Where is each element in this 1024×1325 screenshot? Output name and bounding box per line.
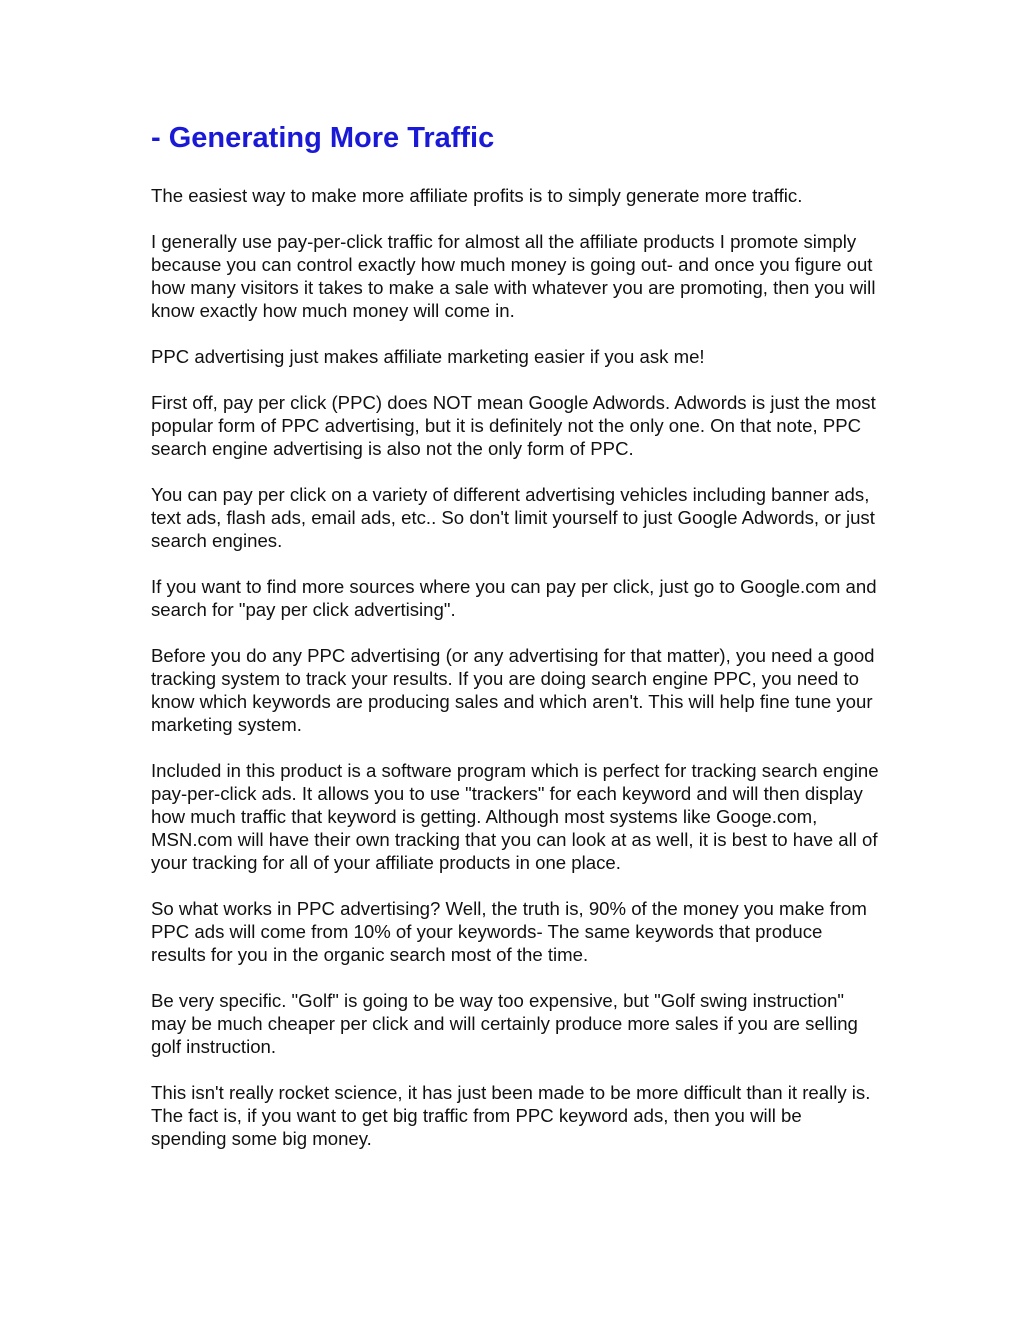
paragraph-4: First off, pay per click (PPC) does NOT mean Google Adwords. Adwords is just the most popular form of PPC advertising, but it is definitely not the only one. On that note, PPC search engine advertising is also not the only form of PPC. [151, 392, 876, 459]
document-title: - Generating More Traffic [151, 122, 495, 154]
paragraph-10: Be very specific. "Golf" is going to be way too expensive, but "Golf swing instruction" may be much cheaper per click and will certainly produce more sales if you are selling golf instruction. [151, 990, 858, 1057]
paragraph-11: This isn't really rocket science, it has just been made to be more difficult than it really is. The fact is, if you want to get big traffic from PPC keyword ads, then you will be spending some big money. [151, 1082, 871, 1149]
paragraph-8: Included in this product is a software program which is perfect for tracking search engine pay-per-click ads. It allows you to use "trackers" for each keyword and will then display how much traffic that keyword is getting. Although most systems like Googe.com, MSN.com will have their own tracking that you can look at as well, it is best to have all of your tracking for all of your affiliate products in one place. [151, 760, 879, 873]
paragraph-5: You can pay per click on a variety of different advertising vehicles including banner ads, text ads, flash ads, email ads, etc.. So don't limit yourself to just Google Adwords, or just search engines. [151, 484, 875, 551]
paragraph-3: PPC advertising just makes affiliate marketing easier if you ask me! [151, 346, 705, 367]
paragraph-1: The easiest way to make more affiliate profits is to simply generate more traffic. [151, 185, 803, 206]
paragraph-9: So what works in PPC advertising? Well, the truth is, 90% of the money you make from PPC ads will come from 10% of your keywords- The same keywords that produce results for you in the organic search most of the time. [151, 898, 867, 965]
paragraph-6: If you want to find more sources where you can pay per click, just go to Google.com and search for "pay per click advertising". [151, 576, 877, 620]
document-page [151, 118, 881, 1173]
paragraph-7: Before you do any PPC advertising (or any advertising for that matter), you need a good tracking system to track your results. If you are doing search engine PPC, you need to know which keywords are producing sales and which aren't. This will help fine tune your marketing system. [151, 645, 875, 735]
paragraph-2: I generally use pay-per-click traffic for almost all the affiliate products I promote simply because you can control exactly how much money is going out- and once you figure out how many visitors it takes to make a sale with whatever you are promoting, then you will know exactly how much money will come in. [151, 231, 876, 321]
